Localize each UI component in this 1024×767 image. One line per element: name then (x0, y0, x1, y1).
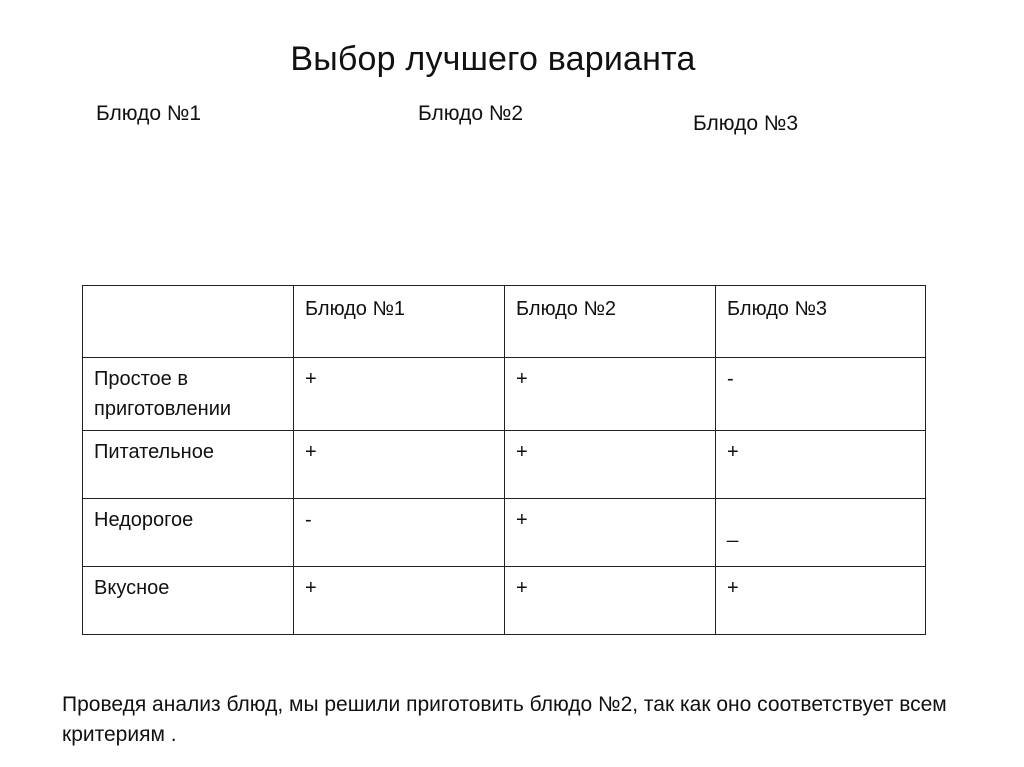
value-cell: + (294, 431, 505, 499)
criterion-cell: Простое в приготовлении (83, 358, 294, 431)
value-cell: + (294, 358, 505, 431)
value-cell: + (505, 431, 716, 499)
page-title: Выбор лучшего варианта (290, 40, 696, 78)
table-row (83, 358, 926, 431)
criterion-cell: Питательное (83, 431, 294, 499)
table-row (83, 567, 926, 635)
value-cell-text: _ (727, 521, 739, 543)
header-cell-dish-3: Блюдо №3 (716, 286, 926, 358)
header-cell-dish-2: Блюдо №2 (505, 286, 716, 358)
dish-caption-2: Блюдо №2 (418, 102, 524, 125)
value-cell: + (716, 431, 926, 499)
value-cell: - (716, 358, 926, 431)
value-cell: - (294, 499, 505, 567)
table-header-row (83, 286, 926, 358)
table-row (83, 431, 926, 499)
value-cell: + (505, 499, 716, 567)
value-cell: + (294, 567, 505, 635)
comparison-table (82, 285, 926, 635)
header-cell-empty (83, 286, 294, 358)
value-cell (716, 499, 926, 567)
value-cell: + (716, 567, 926, 635)
value-cell: + (505, 567, 716, 635)
conclusion-text: Проведя анализ блюд, мы решили приготовить блюдо №2, так как оно соответствует всем критериям . (62, 693, 947, 746)
table-row (83, 499, 926, 567)
dish-caption-1: Блюдо №1 (96, 102, 202, 125)
criterion-cell: Недорогое (83, 499, 294, 567)
header-cell-dish-1: Блюдо №1 (294, 286, 505, 358)
criterion-cell: Вкусное (83, 567, 294, 635)
dish-caption-3: Блюдо №3 (693, 112, 799, 135)
value-cell: + (505, 358, 716, 431)
